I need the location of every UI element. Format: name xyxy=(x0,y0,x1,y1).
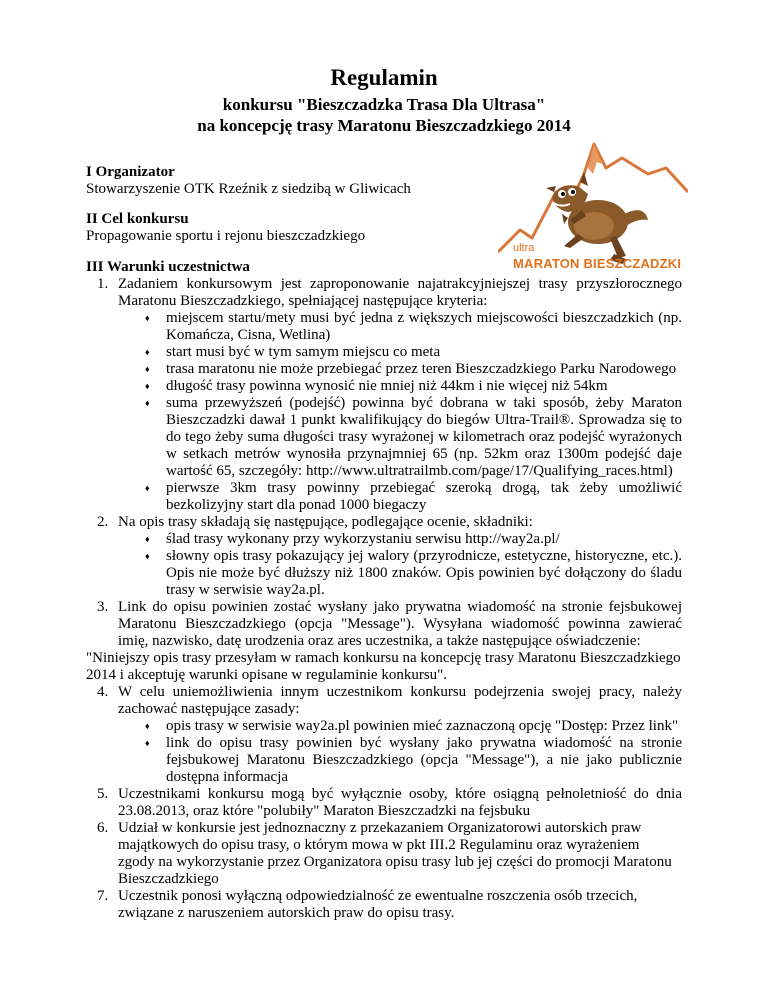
list-item-text: zgody na wykorzystanie przez Organizatora opisu trasy lub jej części do promocji Maratonu xyxy=(118,854,672,870)
bullet-text: bezkolizyjny start dla ponad 1000 biegaczy xyxy=(166,497,427,513)
bullet-text: długość trasy powinna wynosić nie mniej niż 44km i nie więcej niż 54km xyxy=(166,378,608,394)
list-number: 6. xyxy=(97,820,109,836)
list-number: 5. xyxy=(97,786,109,802)
bullet-diamond-icon: ♦ xyxy=(145,398,150,408)
list-item-text: Bieszczadzkiego xyxy=(118,871,219,887)
bullet-text: fejsbukowej Maratonu Bieszczadzkiego (opcja "Message"), a nie jako publicznie xyxy=(166,752,682,768)
bullet-text: wartość 65, szczegóły: http://www.ultratrailmb.com/page/17/Qualifying_races.html) xyxy=(166,463,673,479)
bullet-diamond-icon: ♦ xyxy=(145,347,150,357)
section-1-heading: I Organizator xyxy=(86,164,175,180)
list-item-text: 23.08.2013, oraz które "polubiły" Maraton Bieszczadzki na fejsbuku xyxy=(118,803,531,819)
bullet-diamond-icon: ♦ xyxy=(145,551,150,561)
list-number: 1. xyxy=(97,276,109,292)
logo-ultra-label: ultra xyxy=(513,242,535,254)
bullet-text: Opis nie może być dłuższy niż 1800 znaków. Opis powinien być dołączony do śladu xyxy=(166,565,682,581)
bullet-diamond-icon: ♦ xyxy=(145,483,150,493)
bullet-text: pierwsze 3km trasy powinny przebiegać szeroką drogą, tak żeby umożliwić xyxy=(166,480,682,496)
section-1-text: Stowarzyszenie OTK Rzeźnik z siedzibą w Gliwicach xyxy=(86,181,411,197)
section-2-text: Propagowanie sportu i rejonu bieszczadzkiego xyxy=(86,228,366,244)
list-item-text: Uczestnikami konkursu mogą być wyłącznie osoby, które osiągną pełnoletniość do dnia xyxy=(118,786,682,802)
list-item-text: W celu uniemożliwienia innym uczestnikom konkursu podejrzenia swojej pracy, należy xyxy=(118,684,682,700)
list-item-text: majątkowych do opisu trasy, o którym mowa w pkt III.2 Regulaminu oraz wyrażeniem xyxy=(118,837,640,853)
bullet-diamond-icon: ♦ xyxy=(145,313,150,323)
bullet-text: Komańcza, Cisna, Wetlina) xyxy=(166,327,331,343)
list-item-text: związane z naruszeniem autorskich praw do opisu trasy. xyxy=(118,905,455,921)
logo-name-label: MARATON BIESZCZADZKI xyxy=(513,256,682,271)
bullet-text: trasy w serwisie way2a.pl. xyxy=(166,582,325,598)
bullet-text: Bieszczadzki dawał 1 punkt kwalifikujący do biegów Ultra-Trail®. Sprowadza się to xyxy=(166,412,682,428)
document-subtitle-2: na koncepcję trasy Maratonu Bieszczadzkiego 2014 xyxy=(197,116,571,135)
bullet-text: miejscem startu/mety musi być jedna z większych miejscowości bieszczadzkich (np. xyxy=(166,310,682,326)
document-subtitle-1: konkursu "Bieszczadzka Trasa Dla Ultrasa" xyxy=(222,95,546,114)
bullet-diamond-icon: ♦ xyxy=(145,381,150,391)
bullet-diamond-icon: ♦ xyxy=(145,721,150,731)
list-item-text: Zadaniem konkursowym jest zaproponowanie najatrakcyjniejszej trasy przyszłorocznego xyxy=(118,276,682,292)
bullet-text: start musi być w tym samym miejscu co meta xyxy=(166,344,441,360)
list-item-text: Maratonu Bieszczadzkiego, spełniającej następujące kryteria: xyxy=(118,293,488,309)
bullet-text: suma przewyższeń (podejść) powinna być dobrana w taki sposób, żeby Maraton xyxy=(166,395,682,411)
list-item-text: Link do opisu powinien zostać wysłany jako prywatna wiadomość na stronie fejsbukowej xyxy=(118,599,682,615)
list-item-text: Udział w konkursie jest jednoznaczny z przekazaniem Organizatorowi autorskich praw xyxy=(118,820,642,836)
list-number: 4. xyxy=(97,684,109,700)
bullet-text: link do opisu trasy powinien być wysłany jako prywatna wiadomość na stronie xyxy=(166,735,682,751)
list-item-text: Maratonu Bieszczadzkiego (opcja "Message"). Wysyłana wiadomość powinna zawierać xyxy=(118,616,682,632)
document-title: Regulamin xyxy=(330,65,438,90)
section-2-heading: II Cel konkursu xyxy=(86,211,189,227)
bullet-text: słowny opis trasy pokazujący jej walory (przyrodnicze, estetyczne, historyczne, etc.). xyxy=(166,548,682,564)
bullet-diamond-icon: ♦ xyxy=(145,364,150,374)
list-number: 3. xyxy=(97,599,109,615)
list-item-text: imię, nazwisko, datę urodzenia oraz ares uczestnika, a także następujące oświadczenie: xyxy=(118,633,641,649)
list-number: 7. xyxy=(97,888,109,904)
list-item-text: zachować następujące zasady: xyxy=(118,701,300,717)
bullet-text: opis trasy w serwisie way2a.pl powinien mieć zaznaczoną opcję "Dostęp: Przez link" xyxy=(166,718,679,734)
bullet-text: w setkach metrów wynosiła przynajmniej 65 (np. 52km oraz 1300m podejść daje xyxy=(166,446,682,462)
bullet-text: do tego żeby suma długości trasy wyrażonej w kilometrach oraz podejść wyrażonych xyxy=(166,429,682,445)
list-number: 2. xyxy=(97,514,109,530)
list-item-text: Uczestnik ponosi wyłączną odpowiedzialność ze ewentualne roszczenia osób trzecich, xyxy=(118,888,638,904)
section-3-heading: III Warunki uczestnictwa xyxy=(86,259,250,275)
bullet-text: ślad trasy wykonany przy wykorzystaniu serwisu http://way2a.pl/ xyxy=(166,531,560,547)
bullet-diamond-icon: ♦ xyxy=(145,738,150,748)
bullet-text: trasa maratonu nie może przebiegać przez teren Bieszczadzkiego Parku Narodowego xyxy=(166,361,677,377)
bullet-text: dostępna informacja xyxy=(166,769,289,785)
list-item-text: 2014 i akceptuję warunki opisane w regulaminie konkursu". xyxy=(86,667,448,683)
bullet-diamond-icon: ♦ xyxy=(145,534,150,544)
list-item-text: "Niniejszy opis trasy przesyłam w ramach konkursu na koncepcję trasy Maratonu Bieszczadzkiego xyxy=(86,650,681,666)
list-item-text: Na opis trasy składają się następujące, podlegające ocenie, składniki: xyxy=(118,514,533,530)
